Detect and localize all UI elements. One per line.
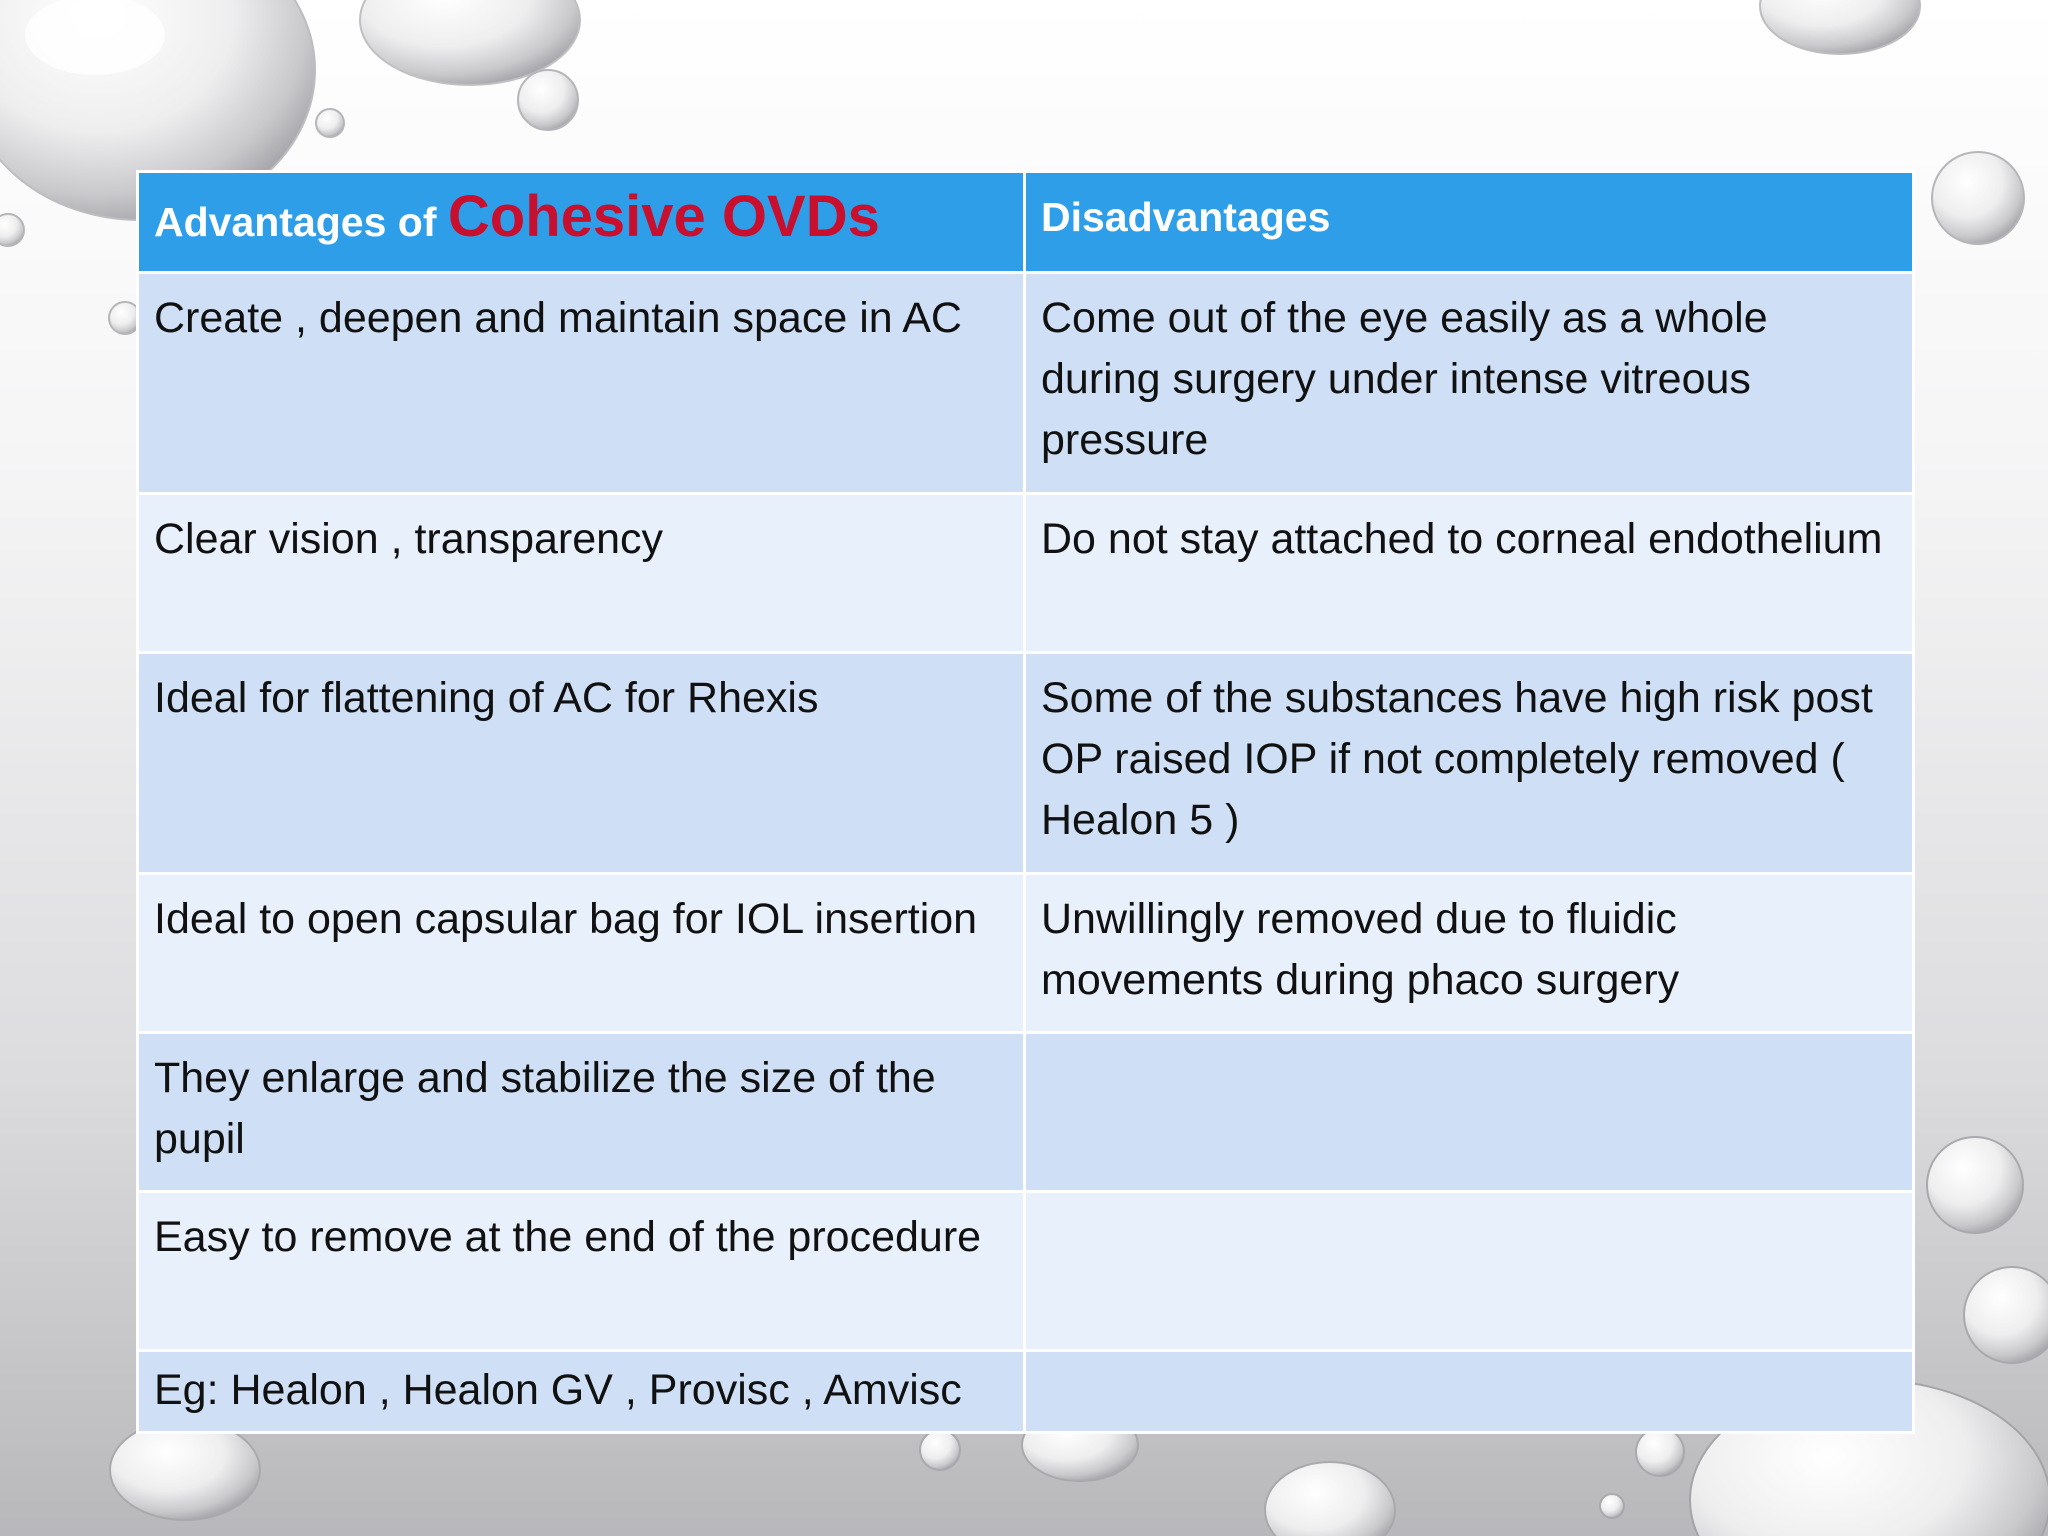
table-row [138, 1351, 1914, 1433]
disadvantage-cell [1025, 1033, 1914, 1192]
advantage-cell: Ideal for flattening of AC for Rhexis [138, 653, 1025, 874]
table-row [138, 874, 1914, 1033]
header-advantages-prefix: Advantages of [154, 199, 448, 245]
table-row [138, 1192, 1914, 1351]
advantage-cell: Create , deepen and maintain space in AC [138, 273, 1025, 494]
water-drop [110, 1420, 260, 1520]
table-row [138, 273, 1914, 494]
water-drop [1760, 0, 1920, 54]
disadvantage-cell [1025, 1192, 1914, 1351]
water-drop [1600, 1494, 1624, 1518]
advantage-cell: They enlarge and stabilize the size of the pupil [138, 1033, 1025, 1192]
water-drop [1964, 1267, 2048, 1363]
water-drop [1927, 1137, 2023, 1233]
water-drop [0, 214, 24, 246]
disadvantage-cell: Come out of the eye easily as a whole during surgery under intense vitreous pressure [1025, 273, 1914, 494]
water-drop [1265, 1462, 1395, 1536]
water-drop [920, 1430, 960, 1470]
water-drop [316, 109, 344, 137]
table-row [138, 653, 1914, 874]
water-drop [1636, 1428, 1684, 1476]
disadvantage-cell: Some of the substances have high risk post OP raised IOP if not completely removed ( Healon 5 ) [1025, 653, 1914, 874]
water-drop [518, 70, 578, 130]
table-row [138, 1033, 1914, 1192]
disadvantage-cell: Do not stay attached to corneal endothelium [1025, 494, 1914, 653]
advantages-disadvantages-table [136, 170, 1915, 1434]
advantage-cell: Eg: Healon , Healon GV , Provisc , Amvisc [138, 1351, 1025, 1433]
header-disadvantages: Disadvantages [1025, 172, 1914, 273]
disadvantage-cell: Unwillingly removed due to fluidic movements during phaco surgery [1025, 874, 1914, 1033]
disadvantage-cell [1025, 1351, 1914, 1433]
header-advantages-accent: Cohesive OVDs [447, 184, 880, 249]
table-header-row [138, 172, 1914, 273]
water-drop [1932, 152, 2024, 244]
table-row [138, 494, 1914, 653]
advantage-cell: Ideal to open capsular bag for IOL insertion [138, 874, 1025, 1033]
advantage-cell: Clear vision , transparency [138, 494, 1025, 653]
header-advantages [138, 172, 1025, 273]
advantage-cell: Easy to remove at the end of the procedure [138, 1192, 1025, 1351]
